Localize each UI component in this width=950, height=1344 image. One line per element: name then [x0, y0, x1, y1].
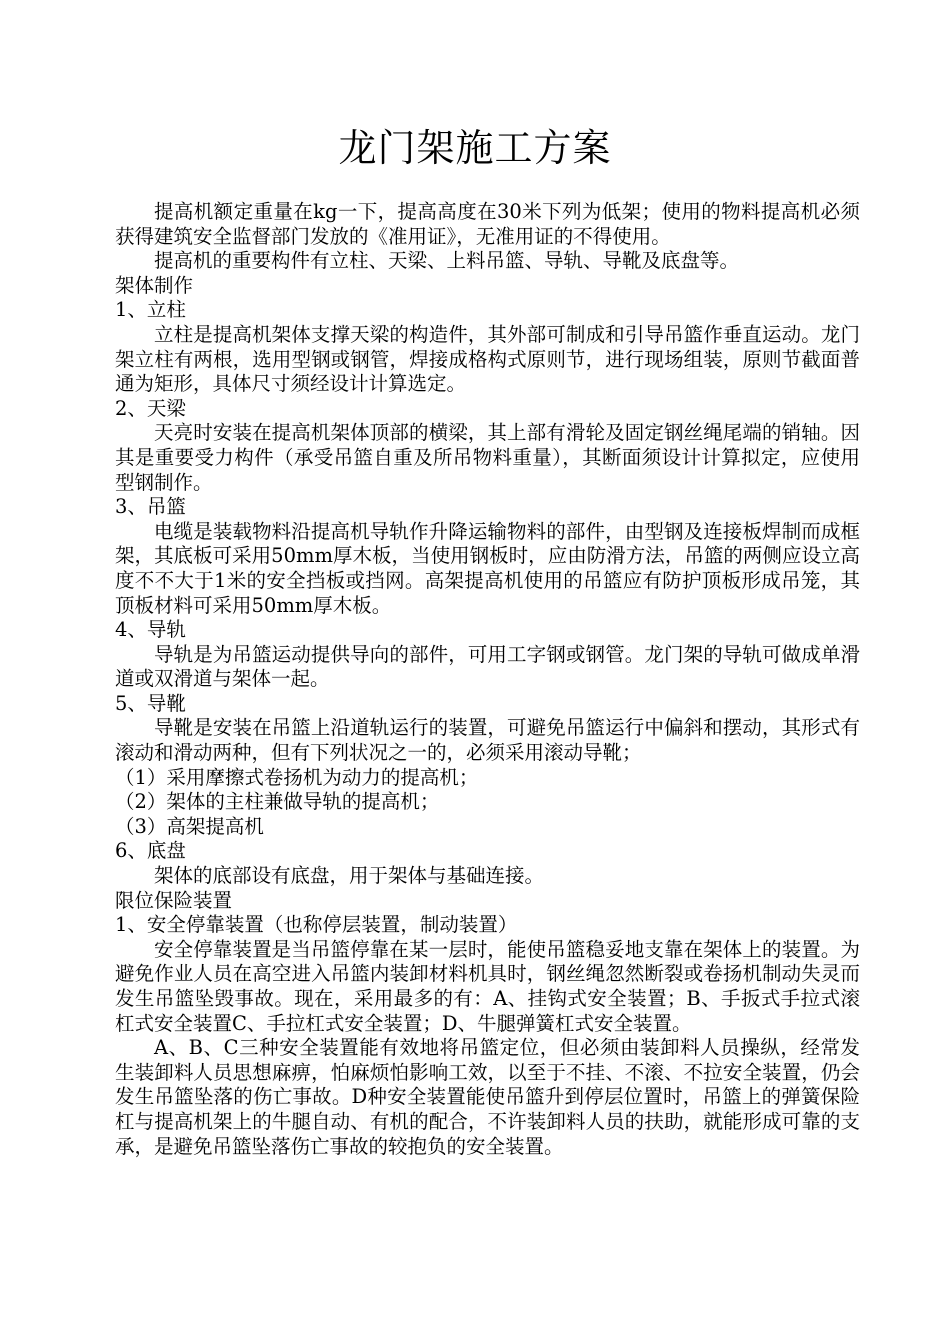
paragraph-stop-device: 安全停靠装置是当吊篮停靠在某一层时，能使吊篮稳妥地支靠在架体上的装置。为避免作业人员在高空进入吊篮内装卸材料机具时，钢丝绳忽然断裂或卷扬机制动失灵而发生吊篮坠毁事故。现在，采用最多的有：A、挂钩式安全装置；B、手扳式手拉式滚杠式安全装置C、手拉杠式安全装置；D、牛腿弹簧杠式安全装置。	[115, 937, 860, 1035]
document-title: 龙门架施工方案	[338, 126, 612, 170]
paragraph-column: 立柱是提高机架体支撑天梁的构造件，其外部可制成和引导吊篮作垂直运动。龙门架立柱有两根，选用型钢或钢管，焊接成格构式原则节，进行现场组装，原则节截面普通为矩形，具体尺寸须经设计计算选定。	[115, 322, 860, 396]
paragraph-intro: 提高机额定重量在kg一下，提高高度在30米下列为低架；使用的物料提高机必须获得建筑安全监督部门发放的《准用证》，无准用证的不得使用。	[115, 200, 860, 248]
subheading-guide-shoe: 5、导靴	[115, 691, 186, 715]
paragraph-device-comparison: A、B、C三种安全装置能有效地将吊篮定位，但必须由装卸料人员操纵，经常发生装卸料人员思想麻痹，怕麻烦怕影响工效，以至于不挂、不滚、不拉安全装置，仍会发生吊篮坠落的伤亡事故。D种安全装置能使吊篮升到停层位置时，吊篮上的弹簧保险杠与提高机架上的牛腿自动、有机的配合，不许装卸料人员的扶助，就能形成可靠的支承，是避免吊篮坠落伤亡事故的较抱负的安全装置。	[115, 1036, 860, 1158]
subheading-base: 6、底盘	[115, 839, 186, 863]
list-item-1: （1）采用摩擦式卷扬机为动力的提高机；	[115, 765, 479, 789]
section-heading-safety: 限位保险装置	[115, 888, 233, 912]
paragraph-basket: 电缆是装载物料沿提高机导轨作升降运输物料的部件，由型钢及连接板焊制而成框架，其底板可采用50mm厚木板，当使用钢板时，应由防滑方法，吊篮的两侧应设立高度不不大于1米的安全挡板或挡网。高架提高机使用的吊篮应有防护顶板形成吊笼，其顶板材料可采用50mm厚木板。	[115, 519, 860, 617]
list-item-2: （2）架体的主柱兼做导轨的提高机；	[115, 790, 440, 814]
subheading-guide-rail: 4、导轨	[115, 618, 186, 642]
subheading-top-beam: 2、天梁	[115, 396, 186, 420]
subheading-column: 1、立柱	[115, 298, 186, 322]
subheading-basket: 3、吊篮	[115, 495, 186, 519]
paragraph-guide-shoe: 导靴是安装在吊篮上沿道轨运行的装置，可避免吊篮运行中偏斜和摆动，其形式有滚动和滑动两种，但有下列状况之一的，必须采用滚动导靴；	[115, 716, 860, 765]
paragraph-base: 架体的底部设有底盘，用于架体与基础连接。	[154, 864, 545, 888]
list-item-3: （3）高架提高机	[115, 814, 264, 838]
section-heading-frame: 架体制作	[115, 273, 194, 297]
paragraph-components: 提高机的重要构件有立柱、天梁、上料吊篮、导轨、导靴及底盘等。	[154, 249, 740, 273]
document-body	[115, 200, 860, 1159]
paragraph-top-beam: 天亮时安装在提高机架体顶部的横梁，其上部有滑轮及固定钢丝绳尾端的销轴。因其是重要受力构件（承受吊篮自重及所吊物料重量），其断面须设计计算拟定，应使用型钢制作。	[115, 421, 860, 494]
paragraph-guide-rail: 导轨是为吊篮运动提供导向的部件，可用工字钢或钢管。龙门架的导轨可做成单滑道或双滑道与架体一起。	[115, 642, 860, 691]
subheading-stop-device: 1、安全停靠装置（也称停层装置，制动装置）	[115, 913, 518, 937]
